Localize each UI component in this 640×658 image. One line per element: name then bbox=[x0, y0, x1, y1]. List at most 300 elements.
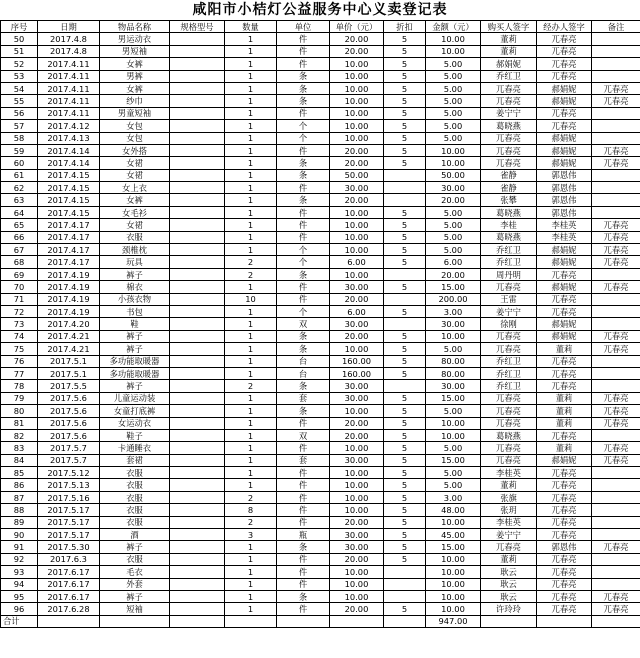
table-cell: 2 bbox=[225, 516, 277, 528]
table-cell: 86 bbox=[1, 479, 38, 491]
table-row bbox=[1, 157, 640, 169]
table-cell: 葛晓燕 bbox=[481, 429, 537, 441]
table-row bbox=[1, 405, 640, 417]
table-cell: 郝娟妮 bbox=[537, 95, 592, 107]
table-cell bbox=[170, 417, 225, 429]
table-cell: 兀春亮 bbox=[481, 541, 537, 553]
table-cell: 1 bbox=[225, 405, 277, 417]
table-cell bbox=[384, 293, 426, 305]
table-cell: 20.00 bbox=[330, 144, 384, 156]
table-cell: 10.00 bbox=[426, 33, 481, 45]
table-cell: 80.00 bbox=[426, 367, 481, 379]
table-cell: 5 bbox=[384, 107, 426, 119]
table-cell: 1 bbox=[225, 467, 277, 479]
table-cell: 5 bbox=[384, 454, 426, 466]
table-cell: 5 bbox=[384, 95, 426, 107]
table-cell: 30.00 bbox=[426, 182, 481, 194]
total-cell bbox=[100, 615, 170, 627]
table-row bbox=[1, 343, 640, 355]
table-cell: 3.00 bbox=[426, 491, 481, 503]
table-cell bbox=[170, 305, 225, 317]
table-cell bbox=[592, 268, 640, 280]
table-cell: 2017.5.12 bbox=[38, 467, 100, 479]
table-cell: 2017.4.14 bbox=[38, 144, 100, 156]
table-cell: 兀春亮 bbox=[592, 392, 640, 404]
table-cell: 兀春亮 bbox=[537, 58, 592, 70]
table-cell: 兀春亮 bbox=[592, 95, 640, 107]
table-cell: 50.00 bbox=[330, 169, 384, 181]
table-cell: 2017.4.8 bbox=[38, 33, 100, 45]
table-cell: 30.00 bbox=[330, 392, 384, 404]
table-cell: 2017.4.19 bbox=[38, 268, 100, 280]
table-row bbox=[1, 169, 640, 181]
table-cell: 件 bbox=[277, 479, 330, 491]
table-cell: 女裤 bbox=[100, 58, 170, 70]
table-cell: 5 bbox=[384, 541, 426, 553]
table-cell: 20.00 bbox=[330, 553, 384, 565]
table-cell: 条 bbox=[277, 541, 330, 553]
table-cell: 93 bbox=[1, 566, 38, 578]
header-cell: 数量 bbox=[225, 21, 277, 33]
table-cell: 兀春亮 bbox=[481, 392, 537, 404]
table-cell: 5 bbox=[384, 157, 426, 169]
table-row bbox=[1, 120, 640, 132]
table-cell: 1 bbox=[225, 479, 277, 491]
table-cell: 20.00 bbox=[330, 516, 384, 528]
table-cell: 2017.4.17 bbox=[38, 219, 100, 231]
table-cell: 女裙 bbox=[100, 219, 170, 231]
table-cell: 兀春亮 bbox=[592, 82, 640, 94]
table-cell: 5 bbox=[384, 82, 426, 94]
table-cell: 兀春亮 bbox=[537, 45, 592, 57]
table-cell: 兀春亮 bbox=[537, 268, 592, 280]
table-cell: 66 bbox=[1, 231, 38, 243]
table-cell: 郝娟妮 bbox=[537, 82, 592, 94]
table-cell: 乔红卫 bbox=[481, 256, 537, 268]
table-row bbox=[1, 417, 640, 429]
table-cell: 5 bbox=[384, 417, 426, 429]
table-cell: 双 bbox=[277, 318, 330, 330]
table-cell: 10.00 bbox=[330, 82, 384, 94]
table-row bbox=[1, 392, 640, 404]
total-amount: 947.00 bbox=[426, 615, 481, 627]
table-cell: 徐刚 bbox=[481, 318, 537, 330]
table-cell: 5 bbox=[384, 442, 426, 454]
table-cell: 件 bbox=[277, 603, 330, 615]
table-cell: 90 bbox=[1, 529, 38, 541]
table-cell: 79 bbox=[1, 392, 38, 404]
header-cell: 单价（元） bbox=[330, 21, 384, 33]
header-cell: 序号 bbox=[1, 21, 38, 33]
table-cell: 裤子 bbox=[100, 380, 170, 392]
table-cell: 160.00 bbox=[330, 367, 384, 379]
table-cell: 5.00 bbox=[426, 70, 481, 82]
table-cell bbox=[170, 58, 225, 70]
table-cell: 54 bbox=[1, 82, 38, 94]
table-cell bbox=[170, 442, 225, 454]
table-cell: 件 bbox=[277, 442, 330, 454]
table-cell: 男裤 bbox=[100, 70, 170, 82]
table-cell bbox=[170, 107, 225, 119]
table-cell: 2017.6.17 bbox=[38, 578, 100, 590]
table-cell: 10.00 bbox=[330, 206, 384, 218]
table-cell: 5 bbox=[384, 132, 426, 144]
table-cell: 乔红卫 bbox=[481, 70, 537, 82]
total-cell bbox=[481, 615, 537, 627]
table-cell: 件 bbox=[277, 491, 330, 503]
table-cell: 56 bbox=[1, 107, 38, 119]
table-cell: 1 bbox=[225, 144, 277, 156]
table-row bbox=[1, 318, 640, 330]
table-cell: 套 bbox=[277, 454, 330, 466]
table-cell: 2017.4.8 bbox=[38, 45, 100, 57]
table-cell: 2 bbox=[225, 268, 277, 280]
table-cell: 5 bbox=[384, 58, 426, 70]
table-cell bbox=[170, 516, 225, 528]
table-cell: 1 bbox=[225, 231, 277, 243]
header-cell: 折扣 bbox=[384, 21, 426, 33]
table-cell: 男运动衣 bbox=[100, 33, 170, 45]
table-cell: 84 bbox=[1, 454, 38, 466]
table-cell: 2017.5.7 bbox=[38, 442, 100, 454]
table-cell: 5 bbox=[384, 244, 426, 256]
header-row bbox=[1, 21, 640, 33]
table-cell: 兀春亮 bbox=[537, 293, 592, 305]
table-cell: 2017.4.15 bbox=[38, 182, 100, 194]
table-cell: 兀春亮 bbox=[592, 405, 640, 417]
table-cell bbox=[592, 578, 640, 590]
table-cell: 52 bbox=[1, 58, 38, 70]
table-row bbox=[1, 95, 640, 107]
table-cell: 5.00 bbox=[426, 95, 481, 107]
table-cell: 董莉 bbox=[481, 553, 537, 565]
table-row bbox=[1, 231, 640, 243]
table-cell: 5.00 bbox=[426, 343, 481, 355]
table-cell: 小孩衣物 bbox=[100, 293, 170, 305]
table-cell bbox=[170, 231, 225, 243]
table-cell: 雀静 bbox=[481, 182, 537, 194]
table-cell: 50 bbox=[1, 33, 38, 45]
table-cell: 10.00 bbox=[330, 132, 384, 144]
table-cell bbox=[592, 467, 640, 479]
table-cell: 2017.5.6 bbox=[38, 417, 100, 429]
table-cell: 10.00 bbox=[426, 603, 481, 615]
table-cell: 160.00 bbox=[330, 355, 384, 367]
table-cell bbox=[592, 305, 640, 317]
table-cell: 74 bbox=[1, 330, 38, 342]
table-cell: 5 bbox=[384, 516, 426, 528]
table-cell: 1 bbox=[225, 330, 277, 342]
table-cell: 条 bbox=[277, 82, 330, 94]
table-cell: 董莉 bbox=[481, 479, 537, 491]
table-row bbox=[1, 293, 640, 305]
table-cell: 50.00 bbox=[426, 169, 481, 181]
total-cell bbox=[330, 615, 384, 627]
table-cell bbox=[170, 45, 225, 57]
table-cell: 李桂英 bbox=[537, 219, 592, 231]
table-cell: 1 bbox=[225, 182, 277, 194]
table-cell: 郝娟妮 bbox=[537, 256, 592, 268]
table-cell: 10.00 bbox=[330, 244, 384, 256]
table-cell: 条 bbox=[277, 95, 330, 107]
table-cell: 兀春亮 bbox=[592, 256, 640, 268]
table-cell: 1 bbox=[225, 132, 277, 144]
table-cell: 81 bbox=[1, 417, 38, 429]
table-cell: 5 bbox=[384, 330, 426, 342]
table-cell: 兀春亮 bbox=[537, 504, 592, 516]
table-cell bbox=[592, 107, 640, 119]
table-cell: 2017.4.11 bbox=[38, 82, 100, 94]
table-cell: 2017.4.19 bbox=[38, 281, 100, 293]
table-cell: 51 bbox=[1, 45, 38, 57]
table-cell: 95 bbox=[1, 590, 38, 602]
table-cell: 兀春亮 bbox=[481, 132, 537, 144]
table-cell: 衣服 bbox=[100, 504, 170, 516]
table-cell: 5.00 bbox=[426, 120, 481, 132]
table-cell: 李桂英 bbox=[481, 516, 537, 528]
table-cell: 衣服 bbox=[100, 553, 170, 565]
table-cell: 葛晓燕 bbox=[481, 206, 537, 218]
table-cell: 10.00 bbox=[330, 442, 384, 454]
table-cell: 郭恩伟 bbox=[537, 194, 592, 206]
table-cell: 2017.4.14 bbox=[38, 157, 100, 169]
sheet-title: 咸阳市小桔灯公益服务中心义卖登记表 bbox=[192, 2, 448, 18]
table-cell: 双 bbox=[277, 429, 330, 441]
table-cell: 5.00 bbox=[426, 58, 481, 70]
table-cell: 兀春亮 bbox=[537, 120, 592, 132]
table-cell: 20.00 bbox=[330, 33, 384, 45]
total-cell bbox=[592, 615, 640, 627]
table-row bbox=[1, 504, 640, 516]
header-cell: 备注 bbox=[592, 21, 640, 33]
table-cell: 许玲玲 bbox=[481, 603, 537, 615]
table-cell: 男童短袖 bbox=[100, 107, 170, 119]
table-cell: 毛衣 bbox=[100, 566, 170, 578]
table-cell: 48.00 bbox=[426, 504, 481, 516]
table-cell: 2017.4.21 bbox=[38, 343, 100, 355]
table-cell: 10.00 bbox=[426, 144, 481, 156]
table-cell: 2017.4.17 bbox=[38, 231, 100, 243]
table-cell: 61 bbox=[1, 169, 38, 181]
table-row bbox=[1, 58, 640, 70]
table-cell: 董莉 bbox=[537, 442, 592, 454]
table-cell: 1 bbox=[225, 417, 277, 429]
table-cell bbox=[592, 491, 640, 503]
table-cell: 5.00 bbox=[426, 219, 481, 231]
table-cell: 83 bbox=[1, 442, 38, 454]
table-cell: 兀春亮 bbox=[537, 429, 592, 441]
table-cell: 10.00 bbox=[330, 95, 384, 107]
table-cell: 兀春亮 bbox=[537, 578, 592, 590]
table-cell: 郝娟妮 bbox=[537, 132, 592, 144]
table-cell: 2017.6.28 bbox=[38, 603, 100, 615]
table-cell: 2017.4.17 bbox=[38, 256, 100, 268]
table-cell: 15.00 bbox=[426, 454, 481, 466]
table-row bbox=[1, 479, 640, 491]
table-cell bbox=[170, 82, 225, 94]
table-cell: 裤子 bbox=[100, 343, 170, 355]
table-cell: 1 bbox=[225, 590, 277, 602]
table-cell: 30.00 bbox=[330, 541, 384, 553]
table-cell: 郭恩伟 bbox=[537, 169, 592, 181]
table-cell: 1 bbox=[225, 318, 277, 330]
table-cell: 2017.6.3 bbox=[38, 553, 100, 565]
table-cell: 姜宁宁 bbox=[481, 305, 537, 317]
table-row bbox=[1, 467, 640, 479]
table-cell: 2017.4.19 bbox=[38, 293, 100, 305]
table-cell: 件 bbox=[277, 33, 330, 45]
table-cell: 董莉 bbox=[537, 343, 592, 355]
table-cell: 女上衣 bbox=[100, 182, 170, 194]
table-row bbox=[1, 541, 640, 553]
table-cell bbox=[170, 553, 225, 565]
table-cell: 1 bbox=[225, 33, 277, 45]
table-cell: 1 bbox=[225, 603, 277, 615]
table-row bbox=[1, 244, 640, 256]
table-cell: 董莉 bbox=[481, 45, 537, 57]
table-cell: 1 bbox=[225, 281, 277, 293]
table-row bbox=[1, 144, 640, 156]
table-cell: 2 bbox=[225, 256, 277, 268]
table-cell: 10.00 bbox=[330, 578, 384, 590]
total-cell bbox=[225, 615, 277, 627]
total-cell bbox=[277, 615, 330, 627]
table-cell bbox=[592, 318, 640, 330]
table-cell: 书包 bbox=[100, 305, 170, 317]
table-cell: 条 bbox=[277, 268, 330, 280]
header-cell: 购买人签字 bbox=[481, 21, 537, 33]
table-cell: 57 bbox=[1, 120, 38, 132]
table-cell: 兀春亮 bbox=[592, 442, 640, 454]
table-cell bbox=[592, 429, 640, 441]
table-cell bbox=[170, 529, 225, 541]
table-cell: 条 bbox=[277, 405, 330, 417]
table-cell: 10.00 bbox=[426, 157, 481, 169]
table-cell: 兀春亮 bbox=[481, 82, 537, 94]
table-cell: 71 bbox=[1, 293, 38, 305]
table-cell: 5 bbox=[384, 603, 426, 615]
table-cell: 75 bbox=[1, 343, 38, 355]
table-cell: 10.00 bbox=[426, 45, 481, 57]
table-cell: 外套 bbox=[100, 578, 170, 590]
table-cell: 件 bbox=[277, 206, 330, 218]
table-cell: 兀春亮 bbox=[537, 70, 592, 82]
table-cell: 1 bbox=[225, 578, 277, 590]
table-cell bbox=[170, 467, 225, 479]
table-cell bbox=[592, 169, 640, 181]
table-cell: 郝娟妮 bbox=[537, 454, 592, 466]
table-cell: 台 bbox=[277, 367, 330, 379]
table-cell: 80.00 bbox=[426, 355, 481, 367]
table-cell: 2017.4.11 bbox=[38, 95, 100, 107]
table-cell: 2017.5.16 bbox=[38, 491, 100, 503]
table-cell: 6.00 bbox=[330, 305, 384, 317]
table-cell: 20.00 bbox=[330, 429, 384, 441]
table-cell: 20.00 bbox=[330, 194, 384, 206]
table-cell: 个 bbox=[277, 305, 330, 317]
table-cell bbox=[592, 182, 640, 194]
table-cell: 套 bbox=[277, 392, 330, 404]
table-cell bbox=[592, 45, 640, 57]
table-cell: 55 bbox=[1, 95, 38, 107]
total-row bbox=[1, 615, 640, 627]
table-cell: 个 bbox=[277, 120, 330, 132]
table-row bbox=[1, 194, 640, 206]
total-cell bbox=[38, 615, 100, 627]
table-cell bbox=[384, 268, 426, 280]
table-cell: 郝娟妮 bbox=[481, 58, 537, 70]
table-cell: 1 bbox=[225, 442, 277, 454]
table-cell: 30.00 bbox=[426, 380, 481, 392]
table-cell: 兀春亮 bbox=[481, 454, 537, 466]
table-cell: 5 bbox=[384, 343, 426, 355]
table-cell: 棉衣 bbox=[100, 281, 170, 293]
table-cell: 郝娟妮 bbox=[537, 144, 592, 156]
table-cell: 董莉 bbox=[537, 405, 592, 417]
table-cell: 衣服 bbox=[100, 467, 170, 479]
table-cell: 5 bbox=[384, 45, 426, 57]
table-cell: 10.00 bbox=[426, 330, 481, 342]
table-cell: 件 bbox=[277, 219, 330, 231]
table-cell: 5 bbox=[384, 305, 426, 317]
table-cell: 1 bbox=[225, 429, 277, 441]
table-row bbox=[1, 82, 640, 94]
table-cell bbox=[170, 157, 225, 169]
table-cell: 兀春亮 bbox=[537, 566, 592, 578]
table-cell bbox=[592, 33, 640, 45]
table-cell: 15.00 bbox=[426, 541, 481, 553]
table-cell: 衣服 bbox=[100, 231, 170, 243]
table-cell bbox=[592, 58, 640, 70]
table-cell bbox=[170, 541, 225, 553]
table-cell: 条 bbox=[277, 343, 330, 355]
table-row bbox=[1, 330, 640, 342]
table-cell: 72 bbox=[1, 305, 38, 317]
table-cell: 鞋子 bbox=[100, 429, 170, 441]
table-cell: 件 bbox=[277, 504, 330, 516]
table-cell: 兀春亮 bbox=[592, 417, 640, 429]
table-cell: 兀春亮 bbox=[537, 516, 592, 528]
table-cell: 5.00 bbox=[426, 82, 481, 94]
table-cell: 条 bbox=[277, 194, 330, 206]
table-cell: 91 bbox=[1, 541, 38, 553]
table-cell: 个 bbox=[277, 132, 330, 144]
table-cell bbox=[170, 343, 225, 355]
table-cell: 乔红卫 bbox=[481, 355, 537, 367]
table-cell bbox=[170, 120, 225, 132]
table-cell: 10.00 bbox=[426, 429, 481, 441]
table-cell: 15.00 bbox=[426, 281, 481, 293]
table-cell: 姜宁宁 bbox=[481, 107, 537, 119]
total-cell bbox=[537, 615, 592, 627]
table-cell: 兀春亮 bbox=[592, 231, 640, 243]
table-cell: 酒 bbox=[100, 529, 170, 541]
table-cell: 5 bbox=[384, 491, 426, 503]
table-cell: 件 bbox=[277, 231, 330, 243]
table-cell bbox=[592, 566, 640, 578]
table-cell: 1 bbox=[225, 355, 277, 367]
table-cell bbox=[592, 355, 640, 367]
table-cell bbox=[170, 244, 225, 256]
table-cell bbox=[592, 529, 640, 541]
table-cell: 5.00 bbox=[426, 107, 481, 119]
table-cell bbox=[170, 454, 225, 466]
table-cell: 10.00 bbox=[426, 516, 481, 528]
table-cell bbox=[170, 590, 225, 602]
table-cell: 1 bbox=[225, 343, 277, 355]
table-row bbox=[1, 70, 640, 82]
table-cell: 周丹明 bbox=[481, 268, 537, 280]
